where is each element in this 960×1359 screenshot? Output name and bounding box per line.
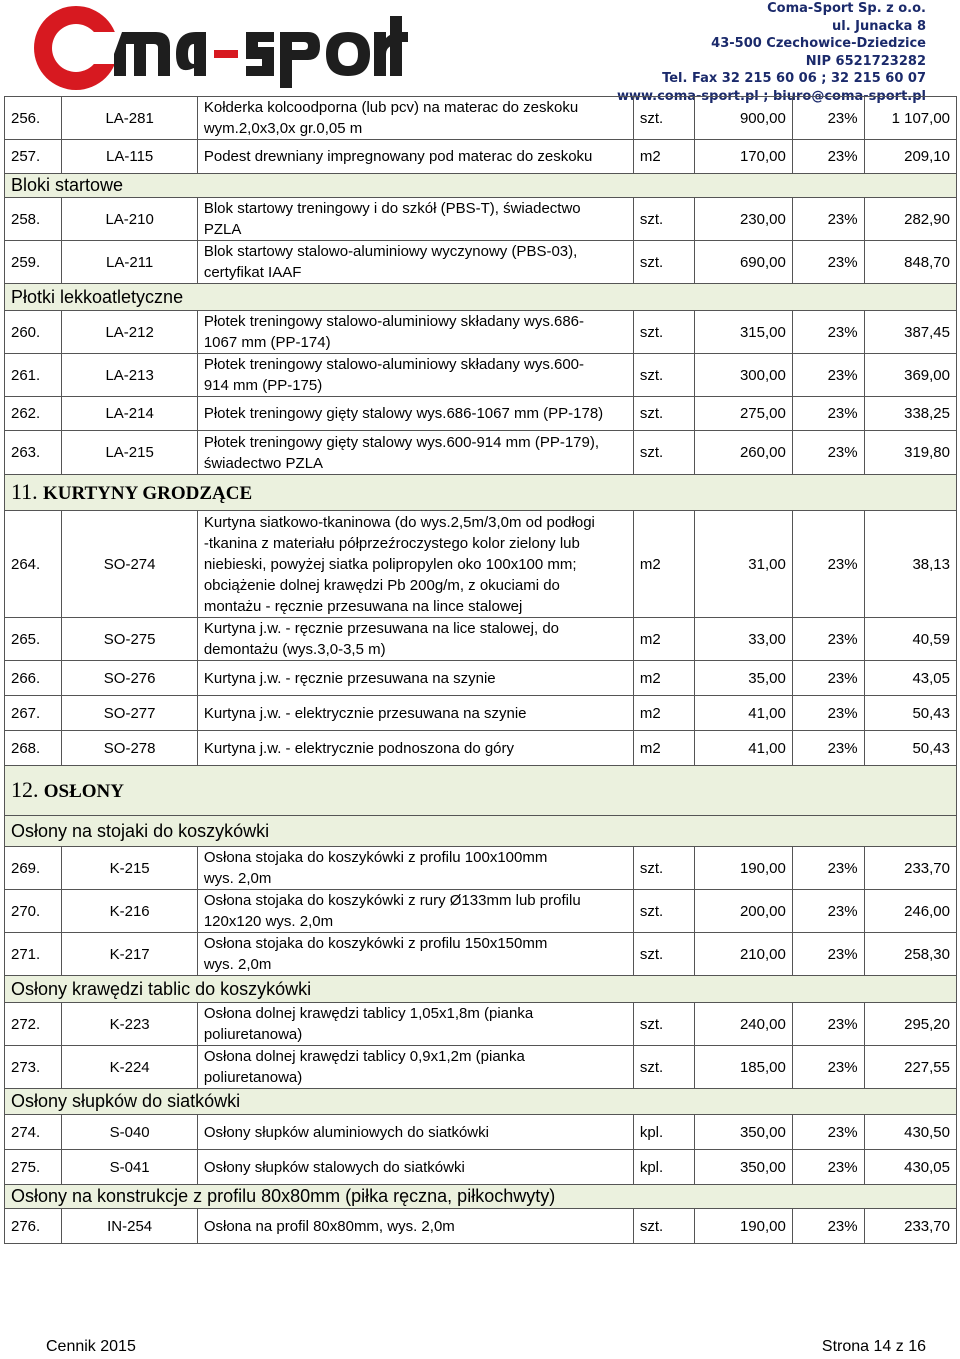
item-unit: szt. — [633, 397, 695, 431]
item-description — [197, 1209, 633, 1244]
item-number: 266. — [5, 661, 62, 696]
table-row — [5, 97, 957, 140]
item-code: K-216 — [62, 890, 197, 933]
subsection-title: Osłony słupków do siatkówki — [5, 1089, 957, 1115]
item-code: LA-212 — [62, 311, 197, 354]
description-line: Kurtyna j.w. - elektrycznie podnoszona do góry — [203, 739, 515, 757]
item-net-price: 210,00 — [695, 933, 792, 976]
footer-page-number: Strona 14 z 16 — [821, 1338, 926, 1355]
section-number: 11. — [11, 479, 38, 504]
item-unit: szt. — [633, 354, 695, 397]
subsection-row — [5, 976, 957, 1003]
description-line: 120x120 wys. 2,0m — [203, 913, 334, 930]
item-vat: 23% — [792, 1003, 864, 1046]
coma-sport-logo — [30, 2, 410, 94]
item-gross-price: 258,30 — [864, 933, 956, 976]
table-row — [5, 890, 957, 933]
subsection-row — [5, 284, 957, 311]
table-row — [5, 933, 957, 976]
table-row — [5, 696, 957, 731]
table-row — [5, 1003, 957, 1046]
item-number: 276. — [5, 1209, 62, 1244]
item-code: LA-210 — [62, 198, 197, 241]
company-info — [617, 0, 926, 105]
description-line: Kurtyna j.w. - elektrycznie przesuwana na szynie — [203, 704, 527, 722]
item-vat: 23% — [792, 847, 864, 890]
item-description — [197, 696, 633, 731]
item-unit: szt. — [633, 1003, 695, 1046]
item-number: 261. — [5, 354, 62, 397]
item-gross-price: 1 107,00 — [864, 97, 956, 140]
item-number: 259. — [5, 241, 62, 284]
description-line: wym.2,0x3,0x gr.0,05 m — [203, 120, 363, 137]
table-row — [5, 311, 957, 354]
item-number: 274. — [5, 1115, 62, 1150]
item-code: K-217 — [62, 933, 197, 976]
table-row — [5, 1046, 957, 1089]
subsection-title: Osłony na stojaki do koszykówki — [5, 816, 957, 847]
subsection-row — [5, 1185, 957, 1209]
item-description — [197, 311, 633, 354]
description-line: Osłona stojaka do koszykówki z rury Ø133mm lub profilu — [203, 892, 581, 909]
item-number: 258. — [5, 198, 62, 241]
description-line: Osłona na profil 80x80mm, wys. 2,0m — [203, 1217, 455, 1235]
item-net-price: 350,00 — [695, 1115, 792, 1150]
company-street: ul. Junacka 8 — [832, 18, 926, 34]
item-gross-price: 848,70 — [864, 241, 956, 284]
item-vat: 23% — [792, 97, 864, 140]
item-code: LA-215 — [62, 431, 197, 475]
item-description — [197, 431, 633, 475]
company-nip: NIP 6521723282 — [805, 53, 926, 69]
item-vat: 23% — [792, 1115, 864, 1150]
item-gross-price: 387,45 — [864, 311, 956, 354]
item-number: 257. — [5, 140, 62, 174]
item-number: 265. — [5, 618, 62, 661]
item-unit: m2 — [633, 618, 695, 661]
description-line: Osłona dolnej krawędzi tablicy 0,9x1,2m (pianka — [203, 1048, 525, 1065]
company-name: Coma-Sport Sp. z o.o. — [767, 1, 926, 16]
item-gross-price: 295,20 — [864, 1003, 956, 1046]
item-number: 269. — [5, 847, 62, 890]
company-city: 43-500 Czechowice-Dziedzice — [711, 36, 926, 51]
item-vat: 23% — [792, 890, 864, 933]
item-net-price: 33,00 — [695, 618, 792, 661]
item-code: IN-254 — [62, 1209, 197, 1244]
item-net-price: 170,00 — [695, 140, 792, 174]
table-row — [5, 661, 957, 696]
item-net-price: 315,00 — [695, 311, 792, 354]
item-code: SO-274 — [62, 511, 197, 618]
price-table — [4, 96, 957, 1244]
item-description — [197, 140, 633, 174]
item-description — [197, 1003, 633, 1046]
item-code: LA-213 — [62, 354, 197, 397]
item-net-price: 185,00 — [695, 1046, 792, 1089]
item-net-price: 31,00 — [695, 511, 792, 618]
item-description — [197, 731, 633, 766]
description-line: poliuretanowa) — [203, 1069, 303, 1086]
item-number: 273. — [5, 1046, 62, 1089]
company-web[interactable]: www.coma-sport.pl ; biuro@coma-sport.pl — [616, 88, 926, 104]
item-net-price: 690,00 — [695, 241, 792, 284]
item-vat: 23% — [792, 198, 864, 241]
item-net-price: 275,00 — [695, 397, 792, 431]
section-heading — [5, 766, 957, 816]
table-row — [5, 431, 957, 475]
description-line: PZLA — [203, 221, 242, 238]
item-net-price: 240,00 — [695, 1003, 792, 1046]
item-gross-price: 50,43 — [864, 731, 956, 766]
item-unit: szt. — [633, 1046, 695, 1089]
item-unit: kpl. — [633, 1115, 695, 1150]
item-description — [197, 933, 633, 976]
item-gross-price: 209,10 — [864, 140, 956, 174]
item-unit: m2 — [633, 511, 695, 618]
item-vat: 23% — [792, 397, 864, 431]
item-unit: m2 — [633, 731, 695, 766]
item-code: SO-276 — [62, 661, 197, 696]
table-row — [5, 1150, 957, 1185]
item-unit: szt. — [633, 1209, 695, 1244]
subsection-title: Płotki lekkoatletyczne — [5, 284, 957, 311]
item-number: 256. — [5, 97, 62, 140]
description-line: poliuretanowa) — [203, 1026, 303, 1043]
subsection-title: Osłony na konstrukcje z profilu 80x80mm (piłka ręczna, piłkochwyty) — [5, 1185, 957, 1209]
item-gross-price: 338,25 — [864, 397, 956, 431]
table-row — [5, 1115, 957, 1150]
company-phone: Tel. Fax 32 215 60 06 ; 32 215 60 07 — [662, 71, 926, 86]
item-vat: 23% — [792, 696, 864, 731]
item-gross-price: 430,05 — [864, 1150, 956, 1185]
description-line: niebieski, powyżej siatka polipropylen oko 100x100 mm; — [203, 555, 577, 573]
item-vat: 23% — [792, 1209, 864, 1244]
item-gross-price: 369,00 — [864, 354, 956, 397]
footer-catalog: Cennik 2015 — [46, 1338, 136, 1355]
item-description — [197, 198, 633, 241]
item-description — [197, 511, 633, 618]
table-row — [5, 511, 957, 618]
item-unit: szt. — [633, 933, 695, 976]
item-vat: 23% — [792, 511, 864, 618]
item-description — [197, 618, 633, 661]
item-code: K-215 — [62, 847, 197, 890]
description-line: świadectwo PZLA — [203, 454, 324, 472]
item-number: 268. — [5, 731, 62, 766]
item-vat: 23% — [792, 431, 864, 475]
item-number: 262. — [5, 397, 62, 431]
table-row — [5, 731, 957, 766]
item-description — [197, 397, 633, 431]
subsection-row — [5, 1089, 957, 1115]
item-code: SO-275 — [62, 618, 197, 661]
item-unit: szt. — [633, 431, 695, 475]
subsection-row — [5, 816, 957, 847]
item-unit: m2 — [633, 696, 695, 731]
item-unit: szt. — [633, 311, 695, 354]
item-code: LA-115 — [62, 140, 197, 174]
item-vat: 23% — [792, 731, 864, 766]
item-net-price: 190,00 — [695, 847, 792, 890]
section-heading — [5, 475, 957, 511]
item-description — [197, 661, 633, 696]
item-code: K-224 — [62, 1046, 197, 1089]
table-row — [5, 140, 957, 174]
item-code: LA-281 — [62, 97, 197, 140]
item-unit: m2 — [633, 661, 695, 696]
item-code: S-041 — [62, 1150, 197, 1185]
page-header — [0, 0, 960, 104]
item-unit: szt. — [633, 97, 695, 140]
item-vat: 23% — [792, 1150, 864, 1185]
description-line: Osłony słupków aluminiowych do siatkówki — [203, 1123, 489, 1141]
item-net-price: 41,00 — [695, 696, 792, 731]
item-code: LA-211 — [62, 241, 197, 284]
description-line: Osłona stojaka do koszykówki z profilu 100x100mm — [203, 849, 548, 866]
item-net-price: 900,00 — [695, 97, 792, 140]
item-gross-price: 233,70 — [864, 1209, 956, 1244]
description-line: wys. 2,0m — [203, 956, 272, 973]
description-line: Blok startowy stalowo-aluminiowy wyczynowy (PBS-03), — [203, 243, 578, 260]
item-description — [197, 354, 633, 397]
item-number: 263. — [5, 431, 62, 475]
item-net-price: 230,00 — [695, 198, 792, 241]
item-vat: 23% — [792, 241, 864, 284]
item-vat: 23% — [792, 311, 864, 354]
section-row — [5, 475, 957, 511]
description-line: -tkanina z materiału półprzeźroczystego kolor zielony lub — [203, 534, 580, 552]
item-number: 272. — [5, 1003, 62, 1046]
table-row — [5, 198, 957, 241]
item-code: S-040 — [62, 1115, 197, 1150]
item-number: 271. — [5, 933, 62, 976]
table-row — [5, 847, 957, 890]
item-code: K-223 — [62, 1003, 197, 1046]
description-line: 914 mm (PP-175) — [203, 377, 323, 394]
description-line: Płotek treningowy gięty stalowy wys.686-1067 mm (PP-178) — [203, 405, 604, 422]
item-vat: 23% — [792, 354, 864, 397]
description-line: montażu - ręcznie przesuwana na lince stalowej — [203, 597, 523, 615]
item-vat: 23% — [792, 933, 864, 976]
item-gross-price: 43,05 — [864, 661, 956, 696]
item-net-price: 200,00 — [695, 890, 792, 933]
item-description — [197, 1046, 633, 1089]
description-line: Podest drewniany impregnowany pod materac do zeskoku — [203, 148, 593, 165]
table-row — [5, 618, 957, 661]
item-number: 264. — [5, 511, 62, 618]
description-line: Kurtyna siatkowo-tkaninowa (do wys.2,5m/3,0m od podłogi — [203, 513, 595, 531]
table-row — [5, 1209, 957, 1244]
item-net-price: 300,00 — [695, 354, 792, 397]
subsection-title: Bloki startowe — [5, 174, 957, 198]
item-number: 260. — [5, 311, 62, 354]
table-row — [5, 354, 957, 397]
description-line: Osłona stojaka do koszykówki z profilu 150x150mm — [203, 935, 548, 952]
description-line: wys. 2,0m — [203, 870, 272, 887]
item-vat: 23% — [792, 661, 864, 696]
description-line: Blok startowy treningowy i do szkół (PBS-T), świadectwo — [203, 200, 581, 217]
item-gross-price: 38,13 — [864, 511, 956, 618]
description-line: Osłony słupków stalowych do siatkówki — [203, 1158, 465, 1176]
item-net-price: 260,00 — [695, 431, 792, 475]
item-gross-price: 227,55 — [864, 1046, 956, 1089]
description-line: Kurtyna j.w. - ręcznie przesuwana na szynie — [203, 669, 496, 687]
item-gross-price: 233,70 — [864, 847, 956, 890]
item-description — [197, 97, 633, 140]
item-unit: szt. — [633, 890, 695, 933]
description-line: demontażu (wys.3,0-3,5 m) — [203, 641, 386, 658]
description-line: Kołderka kolcoodporna (lub pcv) na materac do zeskoku — [203, 99, 579, 116]
description-line: certyfikat IAAF — [203, 264, 302, 281]
table-row — [5, 397, 957, 431]
item-number: 275. — [5, 1150, 62, 1185]
item-net-price: 41,00 — [695, 731, 792, 766]
subsection-title: Osłony krawędzi tablic do koszykówki — [5, 976, 957, 1003]
item-code: SO-278 — [62, 731, 197, 766]
section-number: 12. — [11, 777, 39, 802]
item-number: 267. — [5, 696, 62, 731]
description-line: Osłona dolnej krawędzi tablicy 1,05x1,8m (pianka — [203, 1005, 534, 1022]
item-gross-price: 282,90 — [864, 198, 956, 241]
description-line: Kurtyna j.w. - ręcznie przesuwana na lice stalowej, do — [203, 620, 560, 637]
item-unit: szt. — [633, 847, 695, 890]
item-gross-price: 40,59 — [864, 618, 956, 661]
description-line: 1067 mm (PP-174) — [203, 334, 331, 351]
item-description — [197, 890, 633, 933]
section-row — [5, 766, 957, 816]
item-description — [197, 241, 633, 284]
item-unit: szt. — [633, 241, 695, 284]
description-line: obciążenie dolnej krawędzi Pb 200g/m, z okuciami do — [203, 576, 560, 594]
item-net-price: 350,00 — [695, 1150, 792, 1185]
item-net-price: 35,00 — [695, 661, 792, 696]
section-title: KURTYNY GRODZĄCE — [42, 483, 253, 504]
section-title: OSŁONY — [43, 781, 124, 802]
item-vat: 23% — [792, 140, 864, 174]
item-code: LA-214 — [62, 397, 197, 431]
item-gross-price: 50,43 — [864, 696, 956, 731]
item-unit: m2 — [633, 140, 695, 174]
item-net-price: 190,00 — [695, 1209, 792, 1244]
item-gross-price: 430,50 — [864, 1115, 956, 1150]
description-line: Płotek treningowy gięty stalowy wys.600-914 mm (PP-179), — [203, 433, 600, 451]
item-vat: 23% — [792, 1046, 864, 1089]
item-gross-price: 246,00 — [864, 890, 956, 933]
item-vat: 23% — [792, 618, 864, 661]
item-description — [197, 1150, 633, 1185]
item-description — [197, 847, 633, 890]
item-number: 270. — [5, 890, 62, 933]
description-line: Płotek treningowy stalowo-aluminiowy składany wys.686- — [203, 313, 585, 330]
item-description — [197, 1115, 633, 1150]
item-unit: kpl. — [633, 1150, 695, 1185]
item-gross-price: 319,80 — [864, 431, 956, 475]
item-code: SO-277 — [62, 696, 197, 731]
item-unit: szt. — [633, 198, 695, 241]
table-row — [5, 241, 957, 284]
description-line: Płotek treningowy stalowo-aluminiowy składany wys.600- — [203, 356, 585, 373]
subsection-row — [5, 174, 957, 198]
